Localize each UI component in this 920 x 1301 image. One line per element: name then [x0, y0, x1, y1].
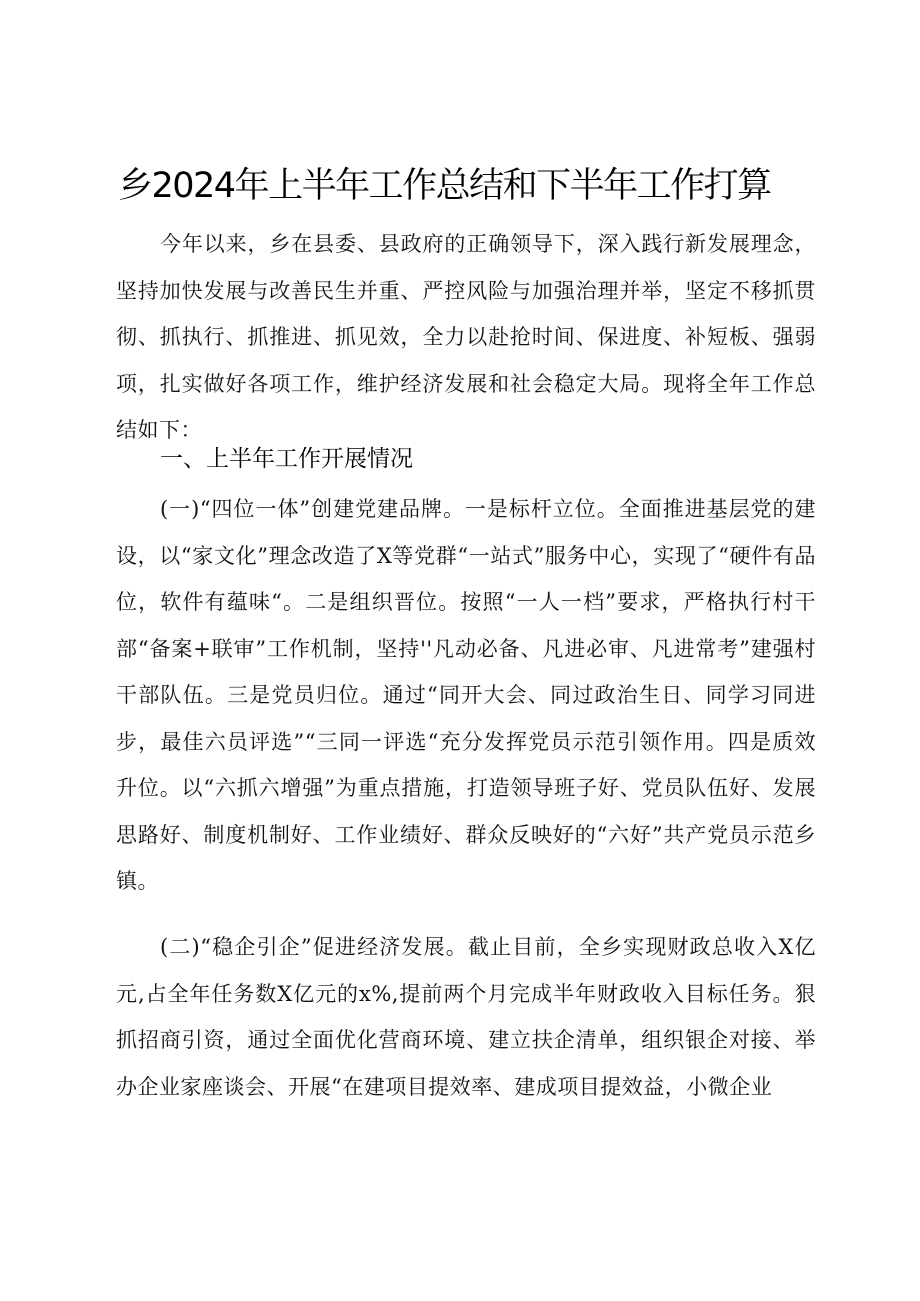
body-paragraph-party-building: (一)“四位一体”创建党建品牌。一是标杆立位。全面推进基层党的建设，以“家文化”理念改造了X等党群“一站式”服务中心，实现了“硬件有品位，软件有蕴味“。二是组织晋位。按照“一人一档”要求，严格执行村干部“备案+联审”工作机制，坚持''凡动必备、凡进必审、凡进常考”建强村干部队伍。三是党员归位。通过“同开大会、同过政治生日、同学习同进步，最佳六员评选”“三同一评选“充分发挥党员示范引领作用。四是质效升位。以“六抓六增强”为重点措施，打造领导班子好、党员队伍好、发展思路好、制度机制好、工作业绩好、群众反映好的“六好”共产党员示范乡镇。 — [116, 497, 816, 893]
body-paragraph-economy: (二)“稳企引企”促进经济发展。截止目前，全乡实现财政总收入X亿元,占全年任务数X亿元的x%,提前两个月完成半年财政收入目标任务。狠抓招商引资，通过全面优化营商环境、建立扶企清单，组织银企对接、举办企业家座谈会、开展“在建项目提效率、建成项目提效益，小微企业 — [116, 935, 816, 1099]
document-title: 乡2024年上半年工作总结和下半年工作打算 — [118, 166, 771, 206]
intro-paragraph: 今年以来，乡在县委、县政府的正确领导下，深入践行新发展理念，坚持加快发展与改善民生并重、严控风险与加强治理并举，坚定不移抓贯彻、抓执行、抓推进、抓见效，全力以赴抢时间、保进度、补短板、强弱项，扎实做好各项工作，维护经济发展和社会稳定大局。现将全年工作总结如下： — [116, 232, 816, 442]
section-heading: 一、上半年工作开展情况 — [160, 446, 413, 472]
